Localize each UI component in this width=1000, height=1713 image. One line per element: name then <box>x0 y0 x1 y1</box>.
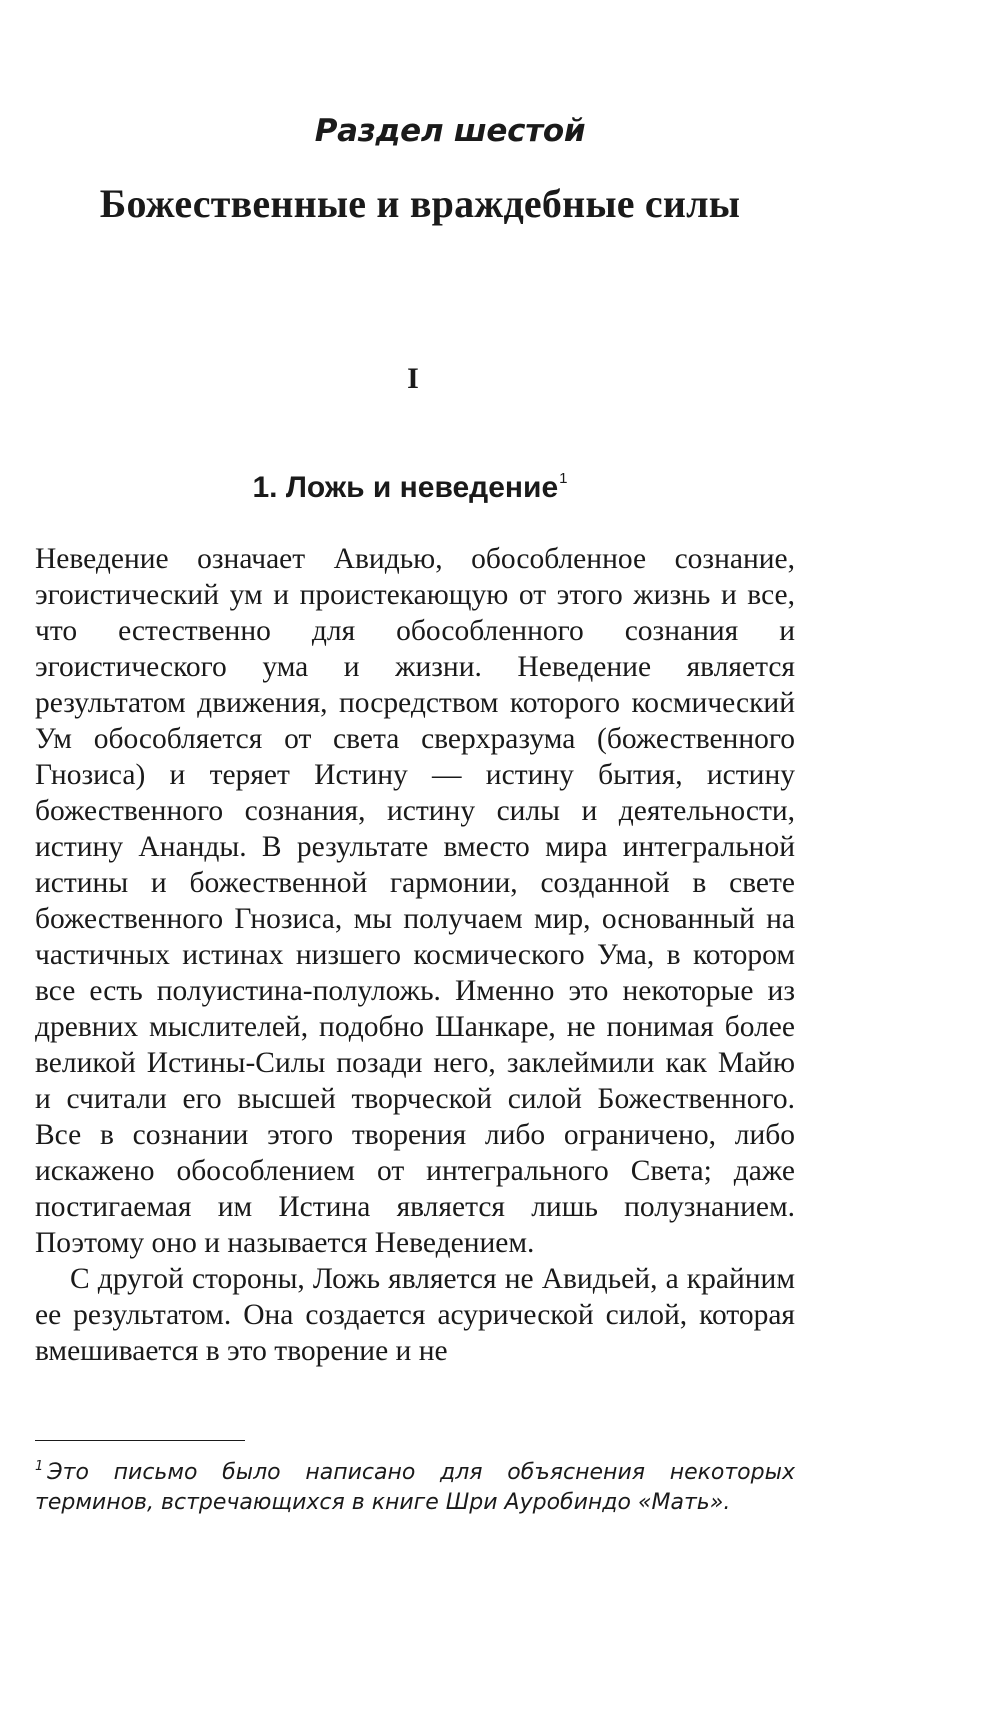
footnote <box>35 1452 795 1518</box>
paragraph-2: С другой стороны, Ложь является не Авидьей, а крайним ее результатом. Она создается асурической силой, которая вмешивается в это творение и не <box>35 1263 795 1367</box>
paragraph-1: Неведение означает Авидью, обособленное сознание, эгоистический ум и проистекающую от этого жизнь и все, что естественно для обособленного сознания и эгоистического ума и жизни. Неведение является результатом движения, посредством которого космический Ум обособляется от света сверхразума (божественного Гнозиса) и теряет Истину — истину бытия, истину божественного сознания, истину силы и деятельности, истину Ананды. В результате вместо мира интегральной истины и божественной гармонии, созданной в свете божественного Гнозиса, мы получаем мир, основанный на частичных истинах низшего космического Ума, в котором все есть полуистина-полуложь. Именно это некоторые из древних мыслителей, подобно Шанкаре, не понимая более великой Истины-Силы позади него, заклеймили как Майю и считали его высшей творческой силой Божественного. Все в сознании этого творения либо ограничено, либо искажено обособлением от интегрального Света; даже постигаемая им Истина является лишь полузнанием. Поэтому оно и называется Неведением. <box>35 543 795 1259</box>
section-label: Раздел шестой <box>314 113 586 149</box>
footnote-marker: 1 <box>35 1459 44 1474</box>
chapter-heading <box>0 470 820 505</box>
footnote-divider <box>35 1440 245 1441</box>
part-numeral: I <box>407 362 419 395</box>
body-text <box>35 541 795 1369</box>
chapter-title: 1. Ложь и неведение <box>252 471 559 504</box>
footnote-text: Это письмо было написано для объяснения некоторых терминов, встречающихся в книге Шри Ауробиндо «Мать». <box>35 1460 795 1515</box>
section-title: Божественные и враждебные силы <box>99 181 741 226</box>
footnote-reference[interactable]: 1 <box>559 470 568 487</box>
